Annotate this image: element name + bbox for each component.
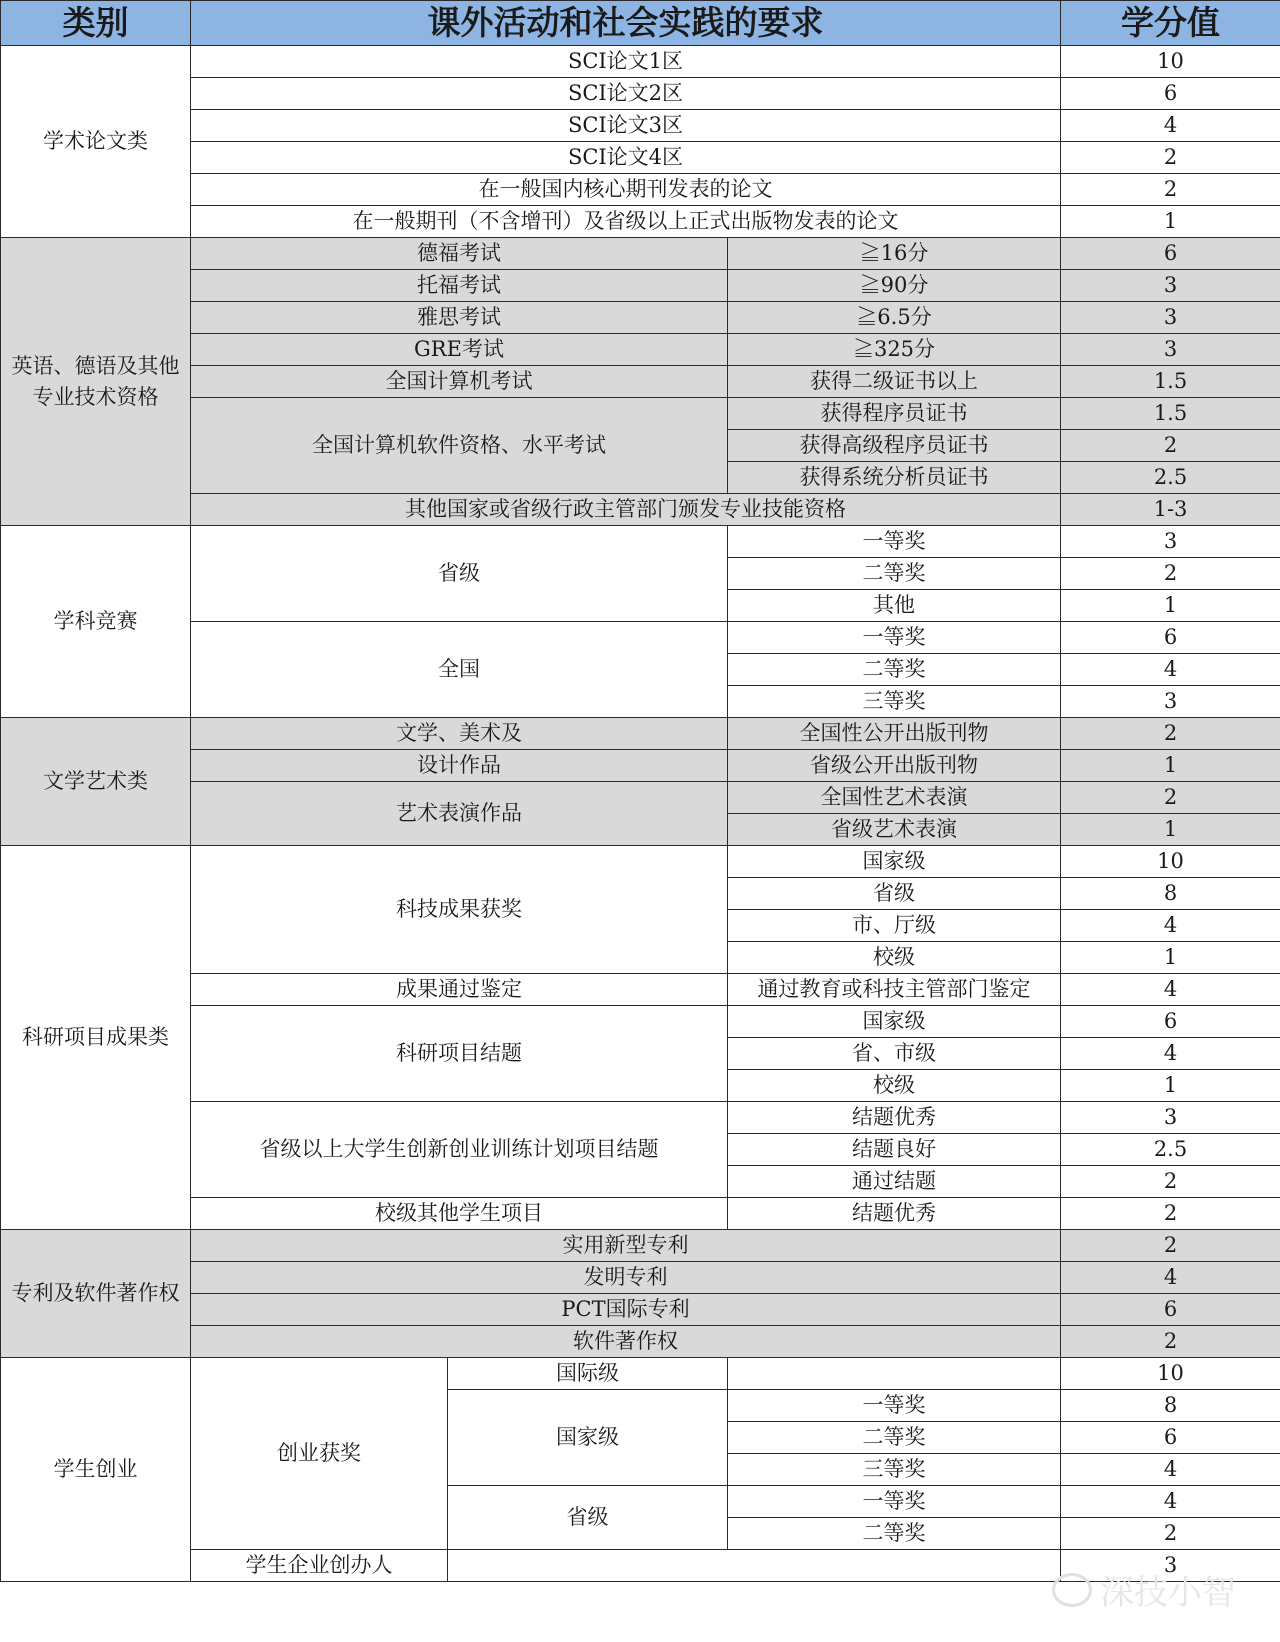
requirement-cell: SCI论文2区	[191, 78, 1061, 110]
condition-cell: 结题良好	[728, 1134, 1061, 1166]
credit-cell: 3	[1061, 270, 1280, 302]
table-row	[1, 750, 1280, 782]
item-cell: GRE考试	[191, 334, 728, 366]
credit-cell: 2	[1061, 1198, 1280, 1230]
header-row	[1, 1, 1280, 46]
category-cell: 文学艺术类	[1, 718, 191, 846]
credit-cell: 4	[1061, 1038, 1280, 1070]
table-row	[1, 110, 1280, 142]
credit-cell: 6	[1061, 1294, 1280, 1326]
credit-cell: 8	[1061, 1390, 1280, 1422]
empty-cell	[448, 1550, 1061, 1582]
credit-cell: 2	[1061, 1230, 1280, 1262]
item-cell: 雅思考试	[191, 302, 728, 334]
watermark-text: 深技小智	[1100, 1573, 1236, 1613]
table-row	[1, 1198, 1280, 1230]
table-row	[1, 142, 1280, 174]
condition-cell: 省级公开出版刊物	[728, 750, 1061, 782]
wechat-icon	[1052, 1573, 1092, 1607]
condition-cell: 省级艺术表演	[728, 814, 1061, 846]
item-cell: 校级其他学生项目	[191, 1198, 728, 1230]
table-row	[1, 974, 1280, 1006]
table-row	[1, 334, 1280, 366]
category-cell: 学生创业	[1, 1358, 191, 1582]
table-row	[1, 206, 1280, 238]
table-row	[1, 526, 1280, 558]
table-row	[1, 174, 1280, 206]
requirement-cell: 其他国家或省级行政主管部门颁发专业技能资格	[191, 494, 1061, 526]
table-row	[1, 1294, 1280, 1326]
table-row	[1, 46, 1280, 78]
item-cell: 文学、美术及	[191, 718, 728, 750]
condition-cell: 国家级	[728, 1006, 1061, 1038]
credit-cell: 2	[1061, 174, 1280, 206]
award-cell: 创业获奖	[191, 1358, 448, 1550]
table-row	[1, 782, 1280, 814]
credit-cell: 8	[1061, 878, 1280, 910]
item-cell: 全国计算机软件资格、水平考试	[191, 398, 728, 494]
watermark	[1052, 1565, 1236, 1614]
item-cell: 德福考试	[191, 238, 728, 270]
condition-cell: ≧90分	[728, 270, 1061, 302]
credit-cell: 4	[1061, 974, 1280, 1006]
credit-cell: 1	[1061, 814, 1280, 846]
table-row	[1, 366, 1280, 398]
condition-cell: 获得程序员证书	[728, 398, 1061, 430]
level-cell: 国际级	[448, 1358, 728, 1390]
credit-cell: 4	[1061, 1486, 1280, 1518]
credit-cell: 6	[1061, 1006, 1280, 1038]
credit-cell: 10	[1061, 1358, 1280, 1390]
condition-cell: ≧325分	[728, 334, 1061, 366]
item-cell: 学生企业创办人	[191, 1550, 448, 1582]
requirement-cell: 实用新型专利	[191, 1230, 1061, 1262]
credit-cell: 2	[1061, 430, 1280, 462]
credit-cell: 3	[1061, 334, 1280, 366]
credit-cell: 1-3	[1061, 494, 1280, 526]
table-row	[1, 270, 1280, 302]
header-credit: 学分值	[1061, 1, 1280, 46]
credit-cell: 4	[1061, 910, 1280, 942]
credit-cell: 6	[1061, 1422, 1280, 1454]
item-cell: 省级以上大学生创新创业训练计划项目结题	[191, 1102, 728, 1198]
table-row	[1, 78, 1280, 110]
table-row	[1, 1358, 1280, 1390]
credit-cell: 1	[1061, 206, 1280, 238]
credit-cell: 6	[1061, 622, 1280, 654]
item-cell: 设计作品	[191, 750, 728, 782]
credit-cell: 3	[1061, 1102, 1280, 1134]
requirement-cell: 在一般期刊（不含增刊）及省级以上正式出版物发表的论文	[191, 206, 1061, 238]
table-row	[1, 1102, 1280, 1134]
level-cell: 省级	[191, 526, 728, 622]
table-row	[1, 398, 1280, 430]
prize-cell: 一等奖	[728, 526, 1061, 558]
table-row	[1, 302, 1280, 334]
header-category: 类别	[1, 1, 191, 46]
credit-cell: 1.5	[1061, 398, 1280, 430]
requirement-cell: 在一般国内核心期刊发表的论文	[191, 174, 1061, 206]
prize-cell: 其他	[728, 590, 1061, 622]
requirement-cell: PCT国际专利	[191, 1294, 1061, 1326]
credit-cell: 2	[1061, 782, 1280, 814]
prize-cell: 二等奖	[728, 654, 1061, 686]
category-cell: 学术论文类	[1, 46, 191, 238]
credit-cell: 1	[1061, 942, 1280, 974]
requirement-cell: 软件著作权	[191, 1326, 1061, 1358]
credit-cell: 10	[1061, 846, 1280, 878]
category-cell: 英语、德语及其他专业技术资格	[1, 238, 191, 526]
credit-cell: 4	[1061, 654, 1280, 686]
credit-cell: 1	[1061, 1070, 1280, 1102]
credit-cell: 2	[1061, 558, 1280, 590]
item-cell: 科研项目结题	[191, 1006, 728, 1102]
category-cell: 学科竞赛	[1, 526, 191, 718]
header-requirement: 课外活动和社会实践的要求	[191, 1, 1061, 46]
prize-cell	[728, 1358, 1061, 1390]
condition-cell: 获得二级证书以上	[728, 366, 1061, 398]
table-row	[1, 1006, 1280, 1038]
condition-cell: 校级	[728, 942, 1061, 974]
credit-cell: 4	[1061, 110, 1280, 142]
credit-cell: 3	[1061, 526, 1280, 558]
requirement-cell: SCI论文3区	[191, 110, 1061, 142]
category-cell: 专利及软件著作权	[1, 1230, 191, 1358]
level-cell: 全国	[191, 622, 728, 718]
credit-cell: 2	[1061, 718, 1280, 750]
condition-cell: 省、市级	[728, 1038, 1061, 1070]
table-row	[1, 846, 1280, 878]
credit-cell: 1	[1061, 590, 1280, 622]
table-row	[1, 1262, 1280, 1294]
credit-cell: 6	[1061, 238, 1280, 270]
item-cell: 成果通过鉴定	[191, 974, 728, 1006]
credit-cell: 2	[1061, 142, 1280, 174]
credit-cell: 4	[1061, 1454, 1280, 1486]
item-cell: 托福考试	[191, 270, 728, 302]
prize-cell: 二等奖	[728, 1422, 1061, 1454]
condition-cell: 省级	[728, 878, 1061, 910]
credit-cell: 1	[1061, 750, 1280, 782]
credit-cell: 2.5	[1061, 1134, 1280, 1166]
credit-cell: 2	[1061, 1326, 1280, 1358]
table-row	[1, 622, 1280, 654]
condition-cell: 全国性公开出版刊物	[728, 718, 1061, 750]
credit-cell: 6	[1061, 78, 1280, 110]
requirement-cell: SCI论文1区	[191, 46, 1061, 78]
prize-cell: 三等奖	[728, 1454, 1061, 1486]
credit-cell: 3	[1061, 686, 1280, 718]
condition-cell: ≧16分	[728, 238, 1061, 270]
condition-cell: 校级	[728, 1070, 1061, 1102]
condition-cell: 国家级	[728, 846, 1061, 878]
prize-cell: 三等奖	[728, 686, 1061, 718]
level-cell: 国家级	[448, 1390, 728, 1486]
prize-cell: 二等奖	[728, 1518, 1061, 1550]
credit-cell: 1.5	[1061, 366, 1280, 398]
table-row	[1, 1230, 1280, 1262]
credit-cell: 3	[1061, 302, 1280, 334]
table-row	[1, 1326, 1280, 1358]
condition-cell: ≧6.5分	[728, 302, 1061, 334]
prize-cell: 一等奖	[728, 622, 1061, 654]
item-cell: 艺术表演作品	[191, 782, 728, 846]
item-cell: 全国计算机考试	[191, 366, 728, 398]
credit-cell: 4	[1061, 1262, 1280, 1294]
prize-cell: 一等奖	[728, 1390, 1061, 1422]
table-row	[1, 718, 1280, 750]
category-cell: 科研项目成果类	[1, 846, 191, 1230]
prize-cell: 二等奖	[728, 558, 1061, 590]
item-cell: 科技成果获奖	[191, 846, 728, 974]
credit-cell: 2	[1061, 1518, 1280, 1550]
prize-cell: 一等奖	[728, 1486, 1061, 1518]
condition-cell: 全国性艺术表演	[728, 782, 1061, 814]
condition-cell: 结题优秀	[728, 1102, 1061, 1134]
condition-cell: 市、厅级	[728, 910, 1061, 942]
table-row	[1, 238, 1280, 270]
credit-cell: 3	[1061, 1550, 1280, 1582]
condition-cell: 获得系统分析员证书	[728, 462, 1061, 494]
condition-cell: 结题优秀	[728, 1198, 1061, 1230]
credit-cell: 10	[1061, 46, 1280, 78]
condition-cell: 获得高级程序员证书	[728, 430, 1061, 462]
table-row	[1, 494, 1280, 526]
credit-cell: 2	[1061, 1166, 1280, 1198]
condition-cell: 通过教育或科技主管部门鉴定	[728, 974, 1061, 1006]
credit-cell: 2.5	[1061, 462, 1280, 494]
level-cell: 省级	[448, 1486, 728, 1550]
requirement-cell: 发明专利	[191, 1262, 1061, 1294]
condition-cell: 通过结题	[728, 1166, 1061, 1198]
requirement-cell: SCI论文4区	[191, 142, 1061, 174]
